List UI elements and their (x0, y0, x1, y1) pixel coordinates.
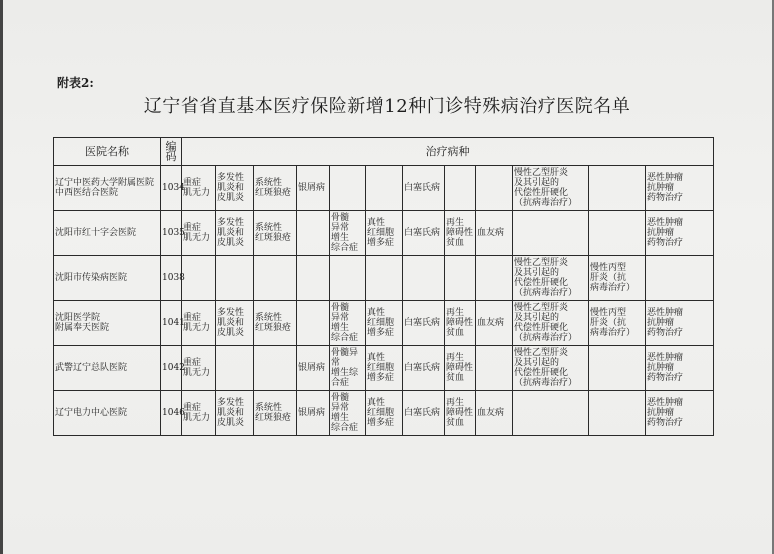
disease-cell: 慢性丙型 肝炎（抗 病毒治疗） (589, 256, 646, 301)
document-title: 辽宁省省直基本医疗保险新增12种门诊特殊病治疗医院名单 (143, 96, 631, 117)
disease-cell: 白塞氏病 (403, 211, 445, 256)
disease-cell: 慢性丙型 肝炎（抗 病毒治疗） (589, 301, 646, 346)
hospital-code: 1035 (161, 211, 182, 256)
disease-cell: 真性 红细胞 增多症 (366, 301, 403, 346)
disease-cell: 慢性乙型肝炎 及其引起的 代偿性肝硬化 （抗病毒治疗） (513, 301, 589, 346)
disease-cell: 骨髓 异常 增生 综合症 (330, 211, 366, 256)
disease-cell (182, 256, 216, 301)
disease-cell: 系统性 红斑狼疮 (254, 301, 297, 346)
disease-cell: 银屑病 (297, 166, 330, 211)
hospital-code: 1042 (161, 346, 182, 391)
disease-cell: 慢性乙型肝炎 及其引起的 代偿性肝硬化 （抗病毒治疗） (513, 166, 589, 211)
hospital-table (53, 137, 714, 436)
disease-cell: 再生 障碍性 贫血 (445, 301, 476, 346)
disease-cell: 系统性 红斑狼疮 (254, 211, 297, 256)
disease-cell: 恶性肿瘤 抗肿瘤 药物治疗 (646, 211, 714, 256)
disease-cell (646, 256, 714, 301)
disease-cell (513, 211, 589, 256)
hospital-code: 1046 (161, 391, 182, 436)
disease-cell: 重症 肌无力 (182, 301, 216, 346)
disease-cell (476, 166, 513, 211)
disease-cell (297, 256, 330, 301)
disease-cell: 银屑病 (297, 391, 330, 436)
hospital-name: 沈阳市传染病医院 (54, 256, 161, 301)
disease-cell (476, 346, 513, 391)
disease-cell: 重症 肌无力 (182, 391, 216, 436)
table-row (54, 301, 714, 346)
hospital-name: 沈阳医学院 附属奉天医院 (54, 301, 161, 346)
disease-cell: 多发性 肌炎和 皮肌炎 (216, 211, 254, 256)
disease-cell (254, 346, 297, 391)
disease-cell (254, 256, 297, 301)
disease-cell: 恶性肿瘤 抗肿瘤 药物治疗 (646, 346, 714, 391)
disease-cell: 重症 肌无力 (182, 211, 216, 256)
disease-cell: 白塞氏病 (403, 346, 445, 391)
disease-cell: 骨髓 异常 增生 综合症 (330, 391, 366, 436)
header-code: 编 码 (161, 138, 182, 166)
table-row (54, 391, 714, 436)
disease-cell (330, 256, 366, 301)
disease-cell: 恶性肿瘤 抗肿瘤 药物治疗 (646, 166, 714, 211)
hospital-name: 沈阳市红十字会医院 (54, 211, 161, 256)
hospital-name: 武警辽宁总队医院 (54, 346, 161, 391)
disease-cell: 多发性 肌炎和 皮肌炎 (216, 391, 254, 436)
disease-cell (445, 256, 476, 301)
disease-cell: 真性 红细胞 增多症 (366, 391, 403, 436)
disease-cell (216, 346, 254, 391)
disease-cell: 多发性 肌炎和 皮肌炎 (216, 301, 254, 346)
disease-cell (589, 211, 646, 256)
disease-cell: 骨髓异 常 增生综 合症 (330, 346, 366, 391)
disease-cell (476, 256, 513, 301)
disease-cell (216, 256, 254, 301)
disease-cell (366, 166, 403, 211)
disease-cell: 白塞氏病 (403, 301, 445, 346)
disease-cell (366, 256, 403, 301)
disease-cell: 白塞氏病 (403, 166, 445, 211)
disease-cell (445, 166, 476, 211)
disease-cell: 真性 红细胞 增多症 (366, 211, 403, 256)
disease-cell: 再生 障碍性 贫血 (445, 391, 476, 436)
disease-cell: 慢性乙型肝炎 及其引起的 代偿性肝硬化 （抗病毒治疗） (513, 256, 589, 301)
header-hospital-name: 医院名称 (54, 138, 161, 166)
disease-cell: 重症 肌无力 (182, 346, 216, 391)
table-row (54, 256, 714, 301)
disease-cell: 恶性肿瘤 抗肿瘤 药物治疗 (646, 301, 714, 346)
disease-cell: 系统性 红斑狼疮 (254, 166, 297, 211)
scan-edge-left (0, 0, 3, 554)
disease-cell: 血友病 (476, 211, 513, 256)
hospital-code: 1034 (161, 166, 182, 211)
disease-cell: 骨髓 异常 增生 综合症 (330, 301, 366, 346)
disease-cell: 慢性乙型肝炎 及其引起的 代偿性肝硬化 （抗病毒治疗） (513, 346, 589, 391)
disease-cell: 再生 障碍性 贫血 (445, 346, 476, 391)
disease-cell: 真性 红细胞 增多症 (366, 346, 403, 391)
disease-cell: 系统性 红斑狼疮 (254, 391, 297, 436)
table-row (54, 211, 714, 256)
disease-cell: 再生 障碍性 贫血 (445, 211, 476, 256)
disease-cell: 恶性肿瘤 抗肿瘤 药物治疗 (646, 391, 714, 436)
hospital-name: 辽宁电力中心医院 (54, 391, 161, 436)
table-header-row (54, 138, 714, 166)
disease-cell (297, 211, 330, 256)
disease-cell (589, 166, 646, 211)
disease-cell: 银屑病 (297, 346, 330, 391)
hospital-code: 1038 (161, 256, 182, 301)
disease-cell: 血友病 (476, 391, 513, 436)
disease-cell (589, 346, 646, 391)
disease-cell (513, 391, 589, 436)
disease-cell (403, 256, 445, 301)
hospital-code: 1041 (161, 301, 182, 346)
hospital-name: 辽宁中医药大学附属医院 中西医结合医院 (54, 166, 161, 211)
disease-cell: 多发性 肌炎和 皮肌炎 (216, 166, 254, 211)
disease-cell (330, 166, 366, 211)
disease-cell: 重症 肌无力 (182, 166, 216, 211)
disease-cell (297, 301, 330, 346)
disease-cell: 白塞氏病 (403, 391, 445, 436)
table-row (54, 166, 714, 211)
disease-cell (589, 391, 646, 436)
header-diseases: 治疗病种 (182, 138, 714, 166)
disease-cell: 血友病 (476, 301, 513, 346)
table-row (54, 346, 714, 391)
appendix-label: 附表2: (57, 76, 94, 90)
